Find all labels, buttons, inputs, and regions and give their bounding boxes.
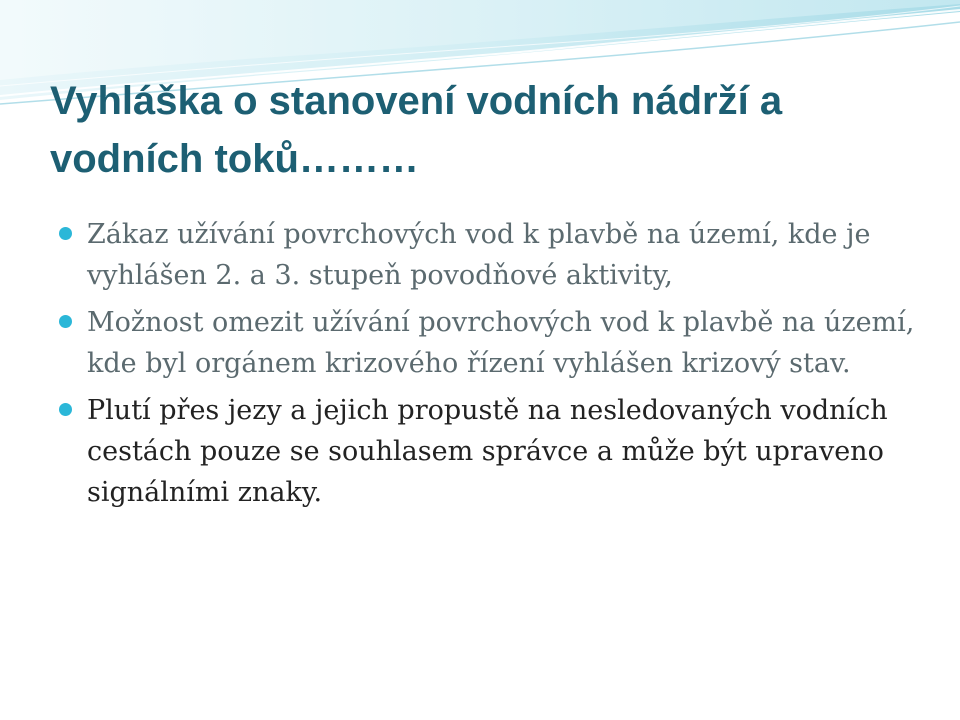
bullet-text: Zákaz užívání povrchových vod k plavbě na území, kde je vyhlášen 2. a 3. stupeň povodňové aktivity, [87, 219, 871, 291]
bullet-list [55, 214, 925, 519]
bullet-dot-icon [59, 315, 72, 328]
bullet-text: Možnost omezit užívání povrchových vod k plavbě na území, kde byl orgánem krizového řízení vyhlášen krizový stav. [87, 307, 915, 379]
bullet-item [55, 214, 925, 296]
slide-title: Vyhláška o stanovení vodních nádrží a vodních toků……… [50, 79, 783, 181]
bullet-dot-icon [59, 227, 72, 240]
bullet-text: Plutí přes jezy a jejich propustě na nesledovaných vodních cestách pouze se souhlasem správce a může být upraveno signálními znaky. [87, 395, 888, 508]
bullet-item [55, 390, 925, 513]
bullet-item [55, 302, 925, 384]
bullet-dot-icon [59, 403, 72, 416]
